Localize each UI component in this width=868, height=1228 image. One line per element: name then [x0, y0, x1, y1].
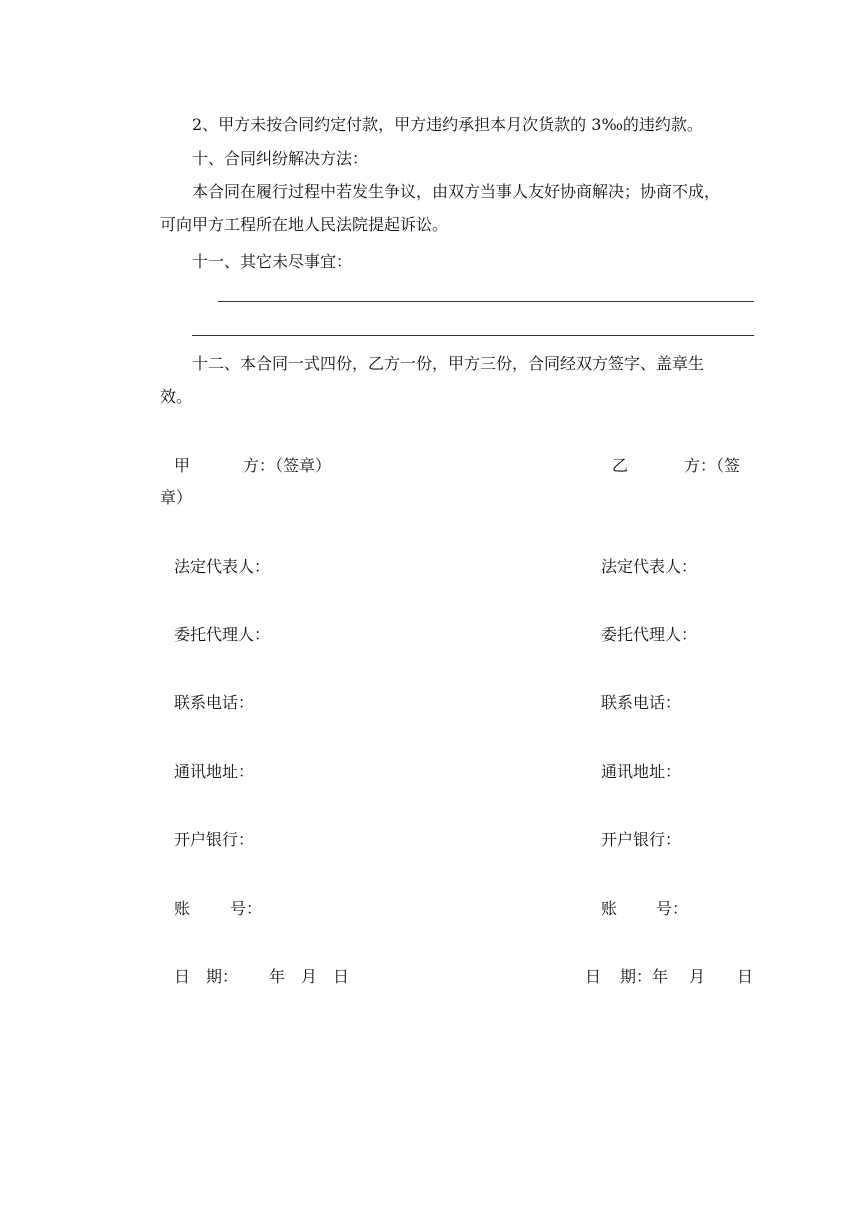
- party-b-date-label: 期：年: [620, 967, 669, 986]
- blank-fill-line-1: [218, 301, 754, 302]
- party-a-legal-rep-label: 法定代表人：: [174, 557, 271, 576]
- party-b-account-label: 号：: [656, 899, 689, 918]
- clause-10-text-line2: 可向甲方工程所在地人民法院提起诉讼。: [160, 215, 449, 234]
- party-a-label-char: 甲: [174, 456, 191, 475]
- party-b-date-value: 月 日: [689, 967, 754, 986]
- party-b-address-label: 通讯地址：: [601, 762, 682, 781]
- party-a-date-label-char: 日: [174, 967, 191, 986]
- clause-10-heading: 十、合同纠纷解决方法：: [192, 149, 369, 168]
- party-b-phone-label: 联系电话：: [601, 693, 682, 712]
- party-a-bank-label: 开户银行：: [174, 830, 255, 849]
- party-a-account-label-char: 账: [174, 899, 191, 918]
- party-a-address-label: 通讯地址：: [174, 762, 255, 781]
- breach-clause: 2、甲方未按合同约定付款，甲方违约承担本月次货款的 3‰的违约款。: [192, 115, 703, 134]
- party-a-phone-label: 联系电话：: [174, 693, 255, 712]
- party-b-agent-label: 委托代理人：: [601, 625, 698, 644]
- party-a-date-value: 年 月 日: [269, 967, 350, 986]
- party-a-date-label: 期：: [206, 967, 239, 986]
- clause-12-text-line2: 效。: [160, 387, 193, 406]
- party-b-label-char: 乙: [612, 456, 629, 475]
- party-a-account-label: 号：: [230, 899, 263, 918]
- clause-10-text-line1: 本合同在履行过程中若发生争议，由双方当事人友好协商解决；协商不成，: [192, 182, 721, 201]
- party-b-seal-label-wrap: 章）: [160, 488, 193, 507]
- party-b-account-label-char: 账: [601, 899, 618, 918]
- party-a-seal-label: 方：（签章）: [243, 456, 332, 475]
- clause-12-text-line1: 十二、本合同一式四份，乙方一份，甲方三份，合同经双方签字、盖章生: [192, 354, 705, 373]
- party-b-bank-label: 开户银行：: [601, 830, 682, 849]
- party-b-legal-rep-label: 法定代表人：: [601, 557, 698, 576]
- party-a-agent-label: 委托代理人：: [174, 625, 271, 644]
- party-b-date-label-char: 日: [585, 967, 602, 986]
- party-b-seal-label: 方：（签: [684, 456, 741, 475]
- clause-11-heading: 十一、其它未尽事宜：: [192, 252, 353, 271]
- blank-fill-line-2: [192, 335, 754, 336]
